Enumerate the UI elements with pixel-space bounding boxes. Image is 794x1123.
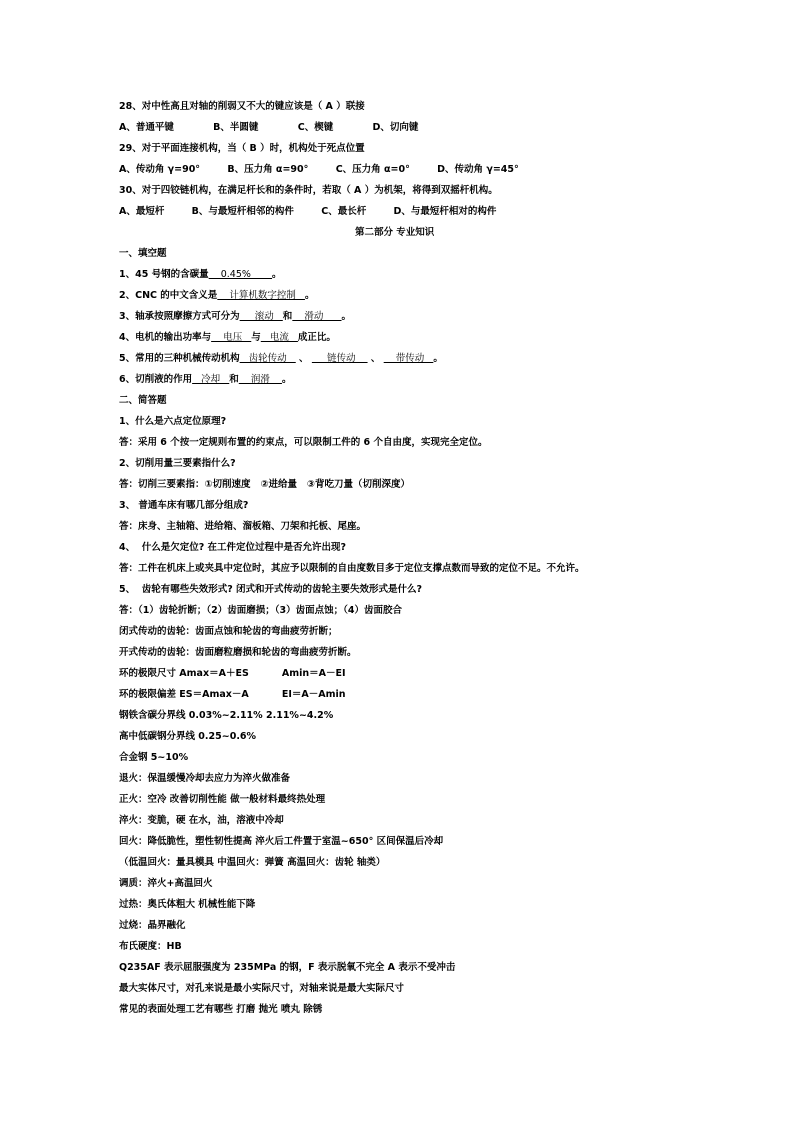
answer-blank: 电流 <box>260 332 298 343</box>
option-c: C、压力角 α=0° <box>335 164 410 175</box>
text-line: 合金钢 5~10% <box>119 752 189 763</box>
answer-blank: 链传动 <box>311 353 368 364</box>
option-b: B、半圆键 <box>213 122 259 133</box>
text-line: 环的极限尺寸 Amax＝A＋ES Amin＝A－EI <box>119 668 346 679</box>
fill-item-4: 4、电机的输出功率与 电压 与 电流 成正比。 <box>119 332 336 343</box>
text-line: 1、什么是六点定位原理? <box>119 416 227 427</box>
fill-item-2: 2、CNC 的中文含义是 计算机数字控制 。 <box>119 290 315 301</box>
option-c: C、楔键 <box>297 122 334 133</box>
text-line: 常见的表面处理工艺有哪些 打磨 抛光 喷丸 除锈 <box>119 1004 323 1015</box>
option-a: A、最短杆 <box>119 206 165 217</box>
answer-blank: 0.45% <box>208 269 273 280</box>
text-line: 答：切削三要素指：①切削速度 ②进给量 ③背吃刀量（切削深度） <box>119 479 410 490</box>
text-line: 高中低碳钢分界线 0.25~0.6% <box>119 731 257 742</box>
question-30: 30、对于四铰链机构，在满足杆长和的条件时，若取（ A ）为机架，将得到双摇杆机构。 <box>119 185 498 196</box>
text-line: 退火：保温缓慢冷却去应力为淬火做准备 <box>119 773 291 784</box>
text-line: Q235AF 表示屈服强度为 235MPa 的钢，F 表示脱氧不完全 A 表示不受冲击 <box>119 962 456 973</box>
text-line: 答：床身、主轴箱、进给箱、溜板箱、刀架和托板、尾座。 <box>119 521 367 532</box>
option-d: D、传动角 γ=45° <box>437 164 519 175</box>
text-line: 最大实体尺寸，对孔来说是最小实际尺寸，对轴来说是最大实际尺寸 <box>119 983 405 994</box>
text-line: 调质：淬火+高温回火 <box>119 878 213 889</box>
question-30-options <box>119 206 496 218</box>
question-28-options <box>119 122 418 134</box>
text-line: 淬火：变脆，硬 在水，油，溶液中冷却 <box>119 815 284 826</box>
text-line: 开式传动的齿轮：齿面磨粒磨损和轮齿的弯曲疲劳折断。 <box>119 647 357 658</box>
text-line: 5、 齿轮有哪些失效形式? 闭式和开式传动的齿轮主要失效形式是什么? <box>119 584 423 595</box>
option-d: D、与最短杆相对的构件 <box>393 206 497 217</box>
text-line: 2、切削用量三要素指什么? <box>119 458 236 469</box>
question-29: 29、对于平面连接机构，当（ B ）时，机构处于死点位置 <box>119 143 365 154</box>
text-line: 答：（1）齿轮折断；（2）齿面磨损；（3）齿面点蚀；（4）齿面胶合 <box>119 605 402 616</box>
text-line: 钢铁含碳分界线 0.03%~2.11% 2.11%~4.2% <box>119 710 334 721</box>
answer-blank: 润滑 <box>238 374 282 385</box>
text-line: 过烧：晶界融化 <box>119 920 186 931</box>
option-d: D、切向键 <box>372 122 419 133</box>
answer-blank: 齿轮传动 <box>239 353 296 364</box>
text-line: 环的极限偏差 ES＝Amax－A EI＝A－Amin <box>119 689 346 700</box>
option-b: B、与最短杆相邻的构件 <box>191 206 294 217</box>
question-29-options <box>119 164 519 176</box>
option-b: B、压力角 α=90° <box>227 164 309 175</box>
text-line: 布氏硬度：HB <box>119 941 182 952</box>
answer-blank: 冷却 <box>192 374 230 385</box>
text-line: 答：采用 6 个按一定规则布置的约束点，可以限制工件的 6 个自由度，实现完全定位。 <box>119 437 488 448</box>
answer-blank: 电压 <box>211 332 252 343</box>
section-short-answer-title: 二、简答题 <box>119 395 167 406</box>
option-a: A、普通平键 <box>119 122 174 133</box>
text-line: 正火：空冷 改善切削性能 做一般材料最终热处理 <box>119 794 326 805</box>
option-c: C、最长杆 <box>321 206 367 217</box>
text-line: 过热：奥氏体粗大 机械性能下降 <box>119 899 256 910</box>
section-fill-title: 一、填空题 <box>119 248 167 259</box>
answer-blank: 计算机数字控制 <box>217 290 305 301</box>
part2-title: 第二部分 专业知识 <box>355 227 435 238</box>
text-line: （低温回火：量具模具 中温回火：弹簧 高温回火：齿轮 轴类） <box>119 857 386 868</box>
text-line: 4、 什么是欠定位? 在工件定位过程中是否允许出现? <box>119 542 347 553</box>
answer-blank: 滚动 <box>239 311 283 322</box>
question-28: 28、对中性高且对轴的削弱又不大的键应该是（ A ）联接 <box>119 101 365 112</box>
fill-item-1: 1、45 号钢的含碳量 0.45% 。 <box>119 269 282 280</box>
answer-blank: 带传动 <box>383 353 434 364</box>
fill-item-5: 5、常用的三种机械传动机构 齿轮传动 、 链传动 、 带传动 。 <box>119 353 443 364</box>
fill-item-6: 6、切削液的作用 冷却 和 润滑 。 <box>119 374 292 385</box>
answer-blank: 滑动 <box>292 311 342 322</box>
text-line: 回火：降低脆性，塑性韧性提高 淬火后工件置于室温~650° 区间保温后冷却 <box>119 836 444 847</box>
text-line: 闭式传动的齿轮：齿面点蚀和轮齿的弯曲疲劳折断； <box>119 626 338 637</box>
fill-item-3: 3、轴承按照摩擦方式可分为 滚动 和 滑动 。 <box>119 311 352 322</box>
text-line: 答：工件在机床上或夹具中定位时，其应予以限制的自由度数目多于定位支撑点数而导致的定位不足。不允许。 <box>119 563 585 574</box>
text-line: 3、 普通车床有哪几部分组成? <box>119 500 249 511</box>
option-a: A、传动角 γ=90° <box>119 164 201 175</box>
